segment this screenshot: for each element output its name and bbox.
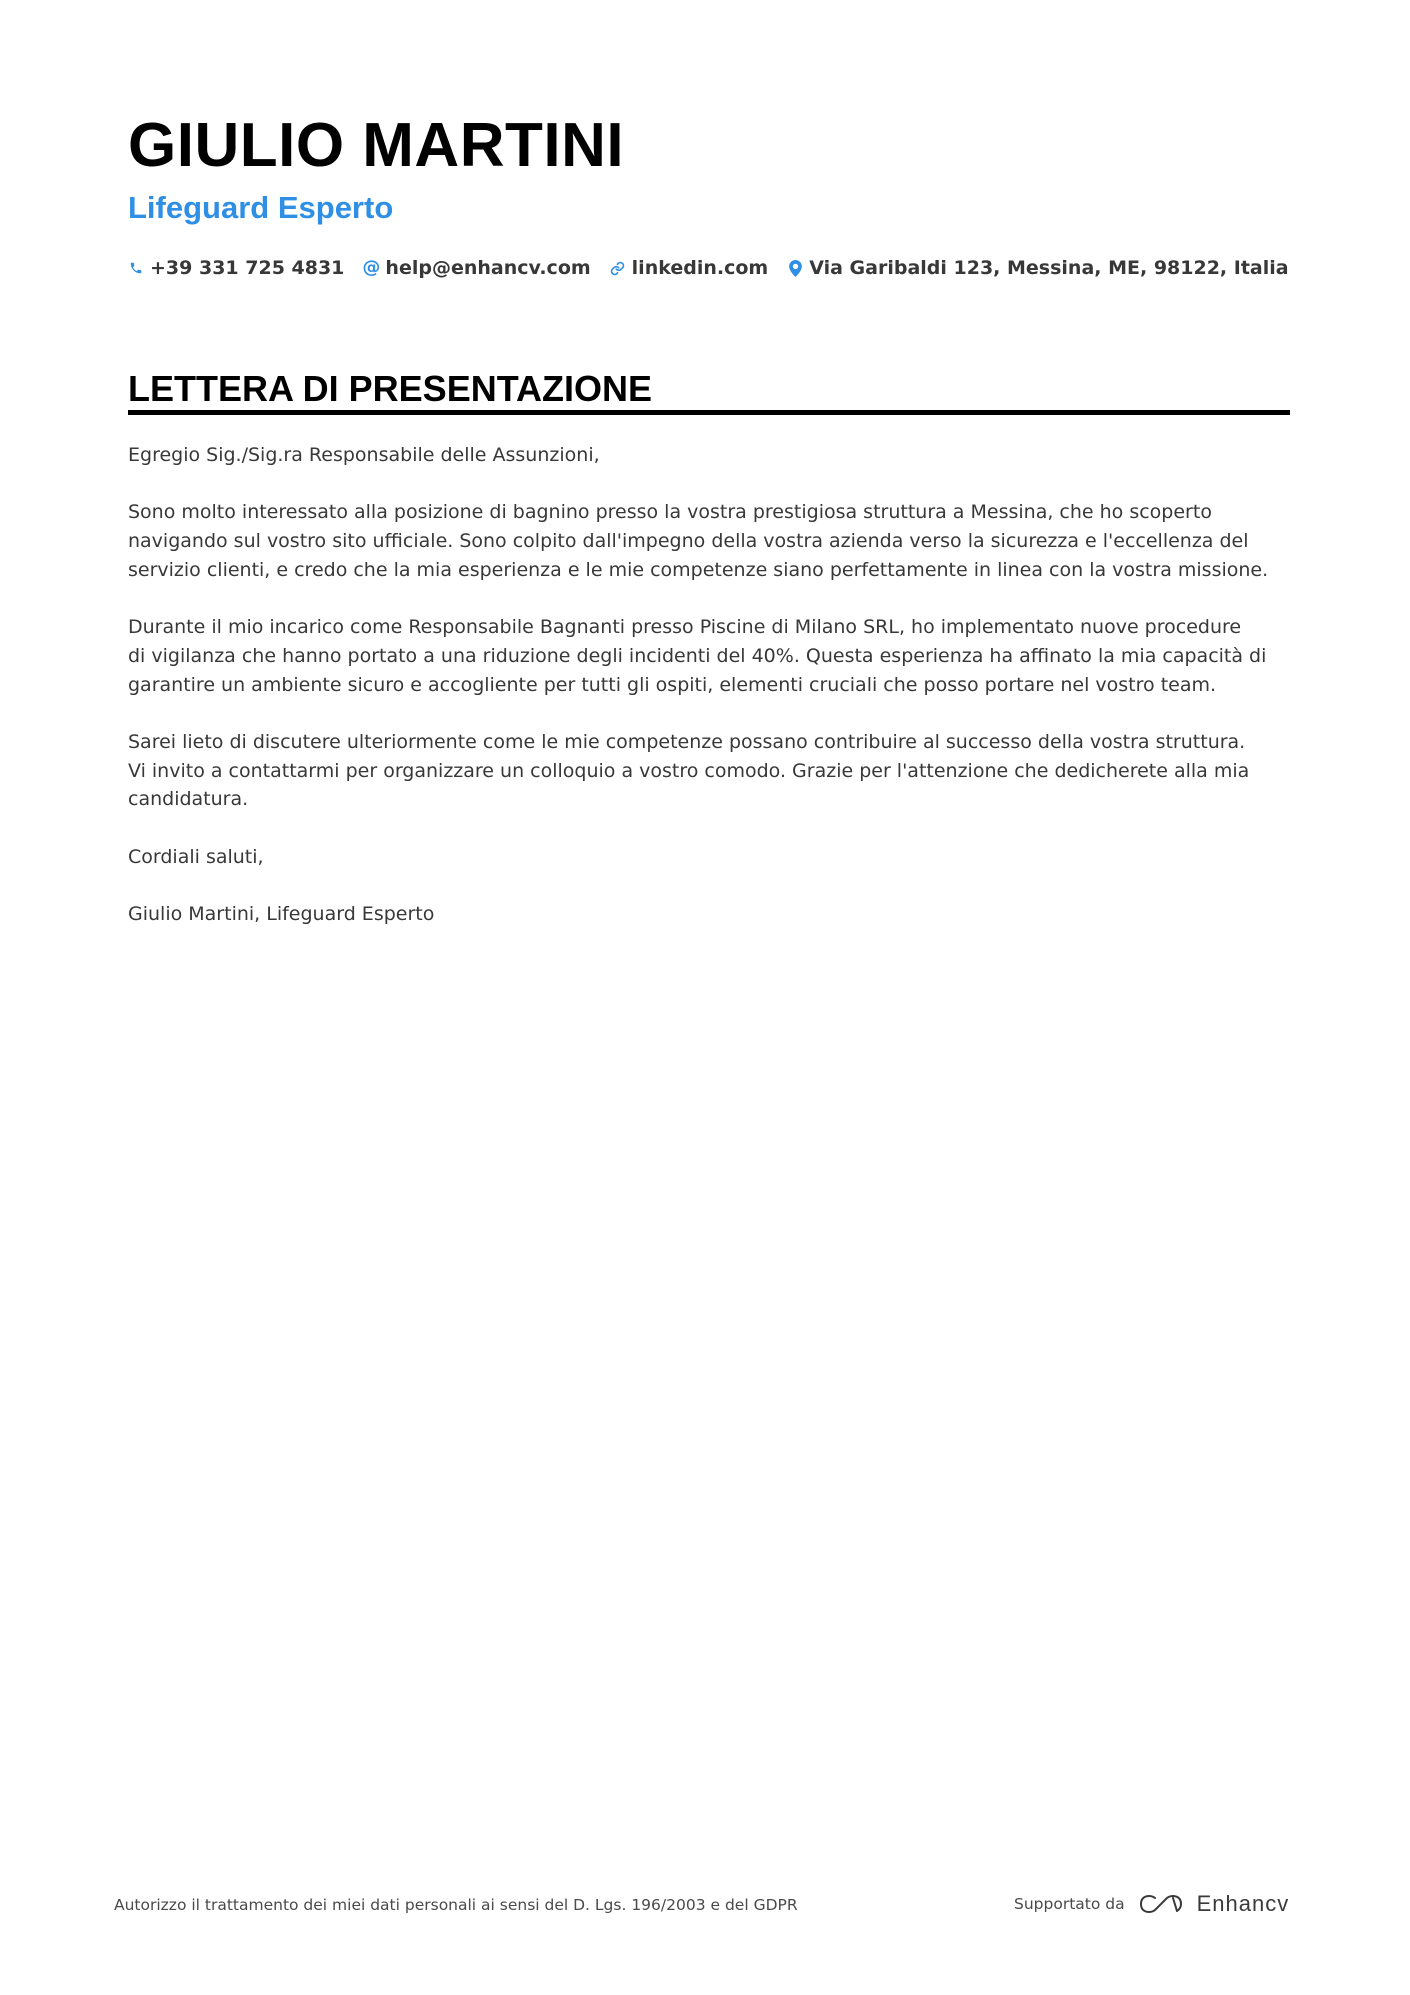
letter-salutation: Egregio Sig./Sig.ra Responsabile delle Assunzioni, <box>128 444 600 466</box>
letter-paragraph-2 <box>128 613 1298 699</box>
contact-address-text: Via Garibaldi 123, Messina, ME, 98122, Italia <box>809 257 1289 279</box>
letter-line: di vigilanza che hanno portato a una riduzione degli incidenti del 40%. Questa esperienza ha affinato la mia capacità di <box>128 644 1267 667</box>
contact-linkedin-text: linkedin.com <box>631 257 769 279</box>
letter-line: Vi invito a contattarmi per organizzare un colloquio a vostro comodo. Grazie per l'attenzione che dedicherete alla mia <box>128 759 1250 782</box>
letter-line: Sarei lieto di discutere ulteriormente come le mie competenze possano contribuire al successo della vostra struttura. <box>128 730 1246 753</box>
letter-body <box>128 441 1298 958</box>
contact-linkedin[interactable] <box>610 254 769 282</box>
letter-line: Sono molto interessato alla posizione di bagnino presso la vostra prestigiosa struttura a Messina, che ho scoperto <box>128 501 1212 524</box>
letter-line: navigando sul vostro sito ufficiale. Sono colpito dall'impegno della vostra azienda verso la sicurezza e l'eccellenza del <box>128 530 1249 553</box>
letter-line: Durante il mio incarico come Responsabile Bagnanti presso Piscine di Milano SRL, ho implementato nuove procedure <box>128 616 1242 639</box>
section-divider <box>128 410 1290 415</box>
letter-line: candidatura. <box>128 788 249 811</box>
powered-by-brand[interactable] <box>1014 1884 1289 1924</box>
contact-bar <box>128 254 1289 282</box>
contact-email-text: help@enhancv.com <box>385 257 591 279</box>
letter-paragraph-1 <box>128 498 1298 584</box>
contact-phone[interactable] <box>128 254 344 282</box>
contact-phone-text: +39 331 725 4831 <box>150 257 345 279</box>
letter-signature: Giulio Martini, Lifeguard Esperto <box>128 903 435 926</box>
letter-paragraph-3 <box>128 728 1298 814</box>
enhancv-brand-name: Enhancv <box>1196 1891 1290 1916</box>
at-icon: @ <box>362 257 381 278</box>
letter-line: garantire un ambiente sicuro e accogliente per tutti gli ospiti, elementi cruciali che posso portare nel vostro team. <box>128 673 1217 696</box>
phone-icon <box>128 258 144 278</box>
contact-email[interactable] <box>363 254 590 282</box>
letter-line: servizio clienti, e credo che la mia esperienza e le mie competenze siano perfettamente in linea con la vostra missione. <box>128 558 1269 581</box>
powered-by-label: Supportato da <box>1014 1895 1125 1913</box>
contact-address <box>787 254 1288 282</box>
letter-closing: Cordiali saluti, <box>128 845 264 868</box>
candidate-job-title: Lifeguard Esperto <box>128 190 394 225</box>
privacy-consent-note: Autorizzo il trattamento dei miei dati personali ai sensi del D. Lgs. 196/2003 e del GDPR <box>114 1896 798 1914</box>
map-pin-icon <box>787 258 803 278</box>
enhancv-logo-icon <box>1137 1891 1185 1917</box>
link-icon <box>610 258 626 278</box>
section-title: LETTERA DI PRESENTAZIONE <box>128 368 653 409</box>
candidate-name: GIULIO MARTINI <box>128 111 625 180</box>
